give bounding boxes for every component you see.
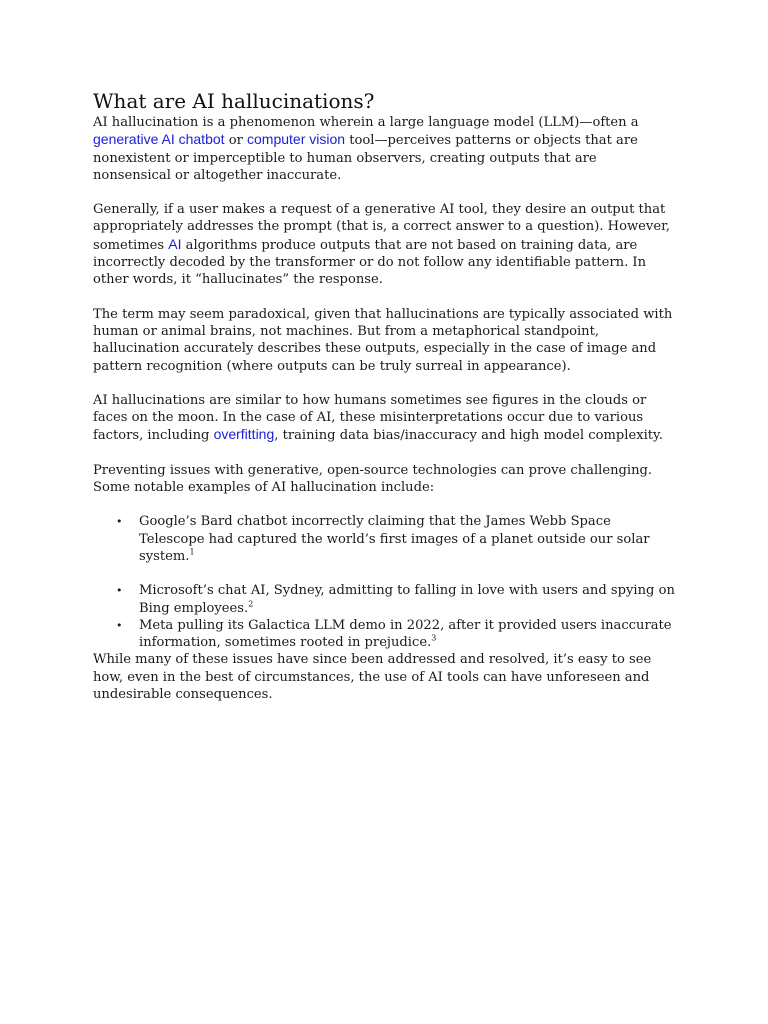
footnote-ref[interactable]: 3 (431, 633, 437, 643)
paragraph-paradoxical: The term may seem paradoxical, given that hallucinations are typically associated with human or animal brains, not machines. But from a metaphorical standpoint, hallucination accurately describes these outputs, especially in the case of image and pattern recognition (where outputs can be truly surreal in appearance). (93, 306, 673, 374)
paragraph-generally (93, 201, 678, 288)
list-item-text: Microsoft’s chat AI, Sydney, admitting to falling in love with users and spying on Bing employees. (139, 583, 675, 616)
paragraph-text: algorithms produce outputs that are not based on training data, are incorrectly decoded by the transformer or do not follow any identifiable pattern. In other words, it “hallucinates” the response. (93, 237, 646, 288)
paragraph-text: , training data bias/inaccuracy and high model complexity. (274, 428, 663, 444)
footnote-ref[interactable]: 1 (189, 547, 195, 557)
paragraph-similar (93, 392, 678, 445)
bullet-icon: • (116, 515, 123, 529)
list-item (116, 617, 678, 652)
list-item (116, 582, 678, 617)
paragraph-text: Generally, if a user makes a request of a generative AI tool, they desire an output that appropriately addresses the prompt (that is, a correct answer to a question). However, sometimes (93, 202, 671, 253)
list-item-text: Meta pulling its Galactica LLM demo in 2022, after it provided users inaccurate information, sometimes rooted in prejudice. (139, 617, 672, 651)
paragraph-preventing: Preventing issues with generative, open-source technologies can prove challenging. Some notable examples of AI hallucination include: (93, 462, 653, 496)
page-title: What are AI hallucinations? (93, 89, 375, 113)
bullet-icon: • (116, 618, 123, 632)
paragraph-text: AI hallucinations are similar to how humans sometimes see figures in the clouds or faces on the moon. In the case of AI, these misinterpretations occur due to various factors, including (93, 392, 647, 444)
ai-link[interactable]: AI (168, 235, 182, 252)
footnote-ref[interactable]: 2 (248, 599, 254, 609)
paragraph-closing: While many of these issues have since been addressed and resolved, it’s easy to see how, even in the best of circumstances, the use of AI tools can have unforeseen and undesirable consequences. (93, 652, 652, 703)
overfitting-link[interactable]: overfitting (213, 426, 275, 443)
paragraph-text: tool—perceives patterns or objects that are nonexistent or imperceptible to human observers, creating outputs that are nonsensical or altogether inaccurate. (93, 133, 638, 183)
computer-vision-link[interactable]: computer vision (247, 131, 346, 148)
list-item-text: Google’s Bard chatbot incorrectly claiming that the James Webb Space Telescope had captured the world’s first images of a planet outside our solar system. (139, 514, 650, 564)
list-item (116, 513, 678, 565)
examples-list (93, 513, 678, 651)
generative-ai-chatbot-link[interactable]: generative AI chatbot (93, 131, 225, 148)
paragraph-text: AI hallucination is a phenomenon wherein a large language model (LLM)—often a (93, 115, 639, 130)
bullet-icon: • (116, 584, 123, 598)
paragraph-definition (93, 114, 678, 184)
article (93, 88, 678, 720)
paragraph-text: or (224, 133, 248, 149)
